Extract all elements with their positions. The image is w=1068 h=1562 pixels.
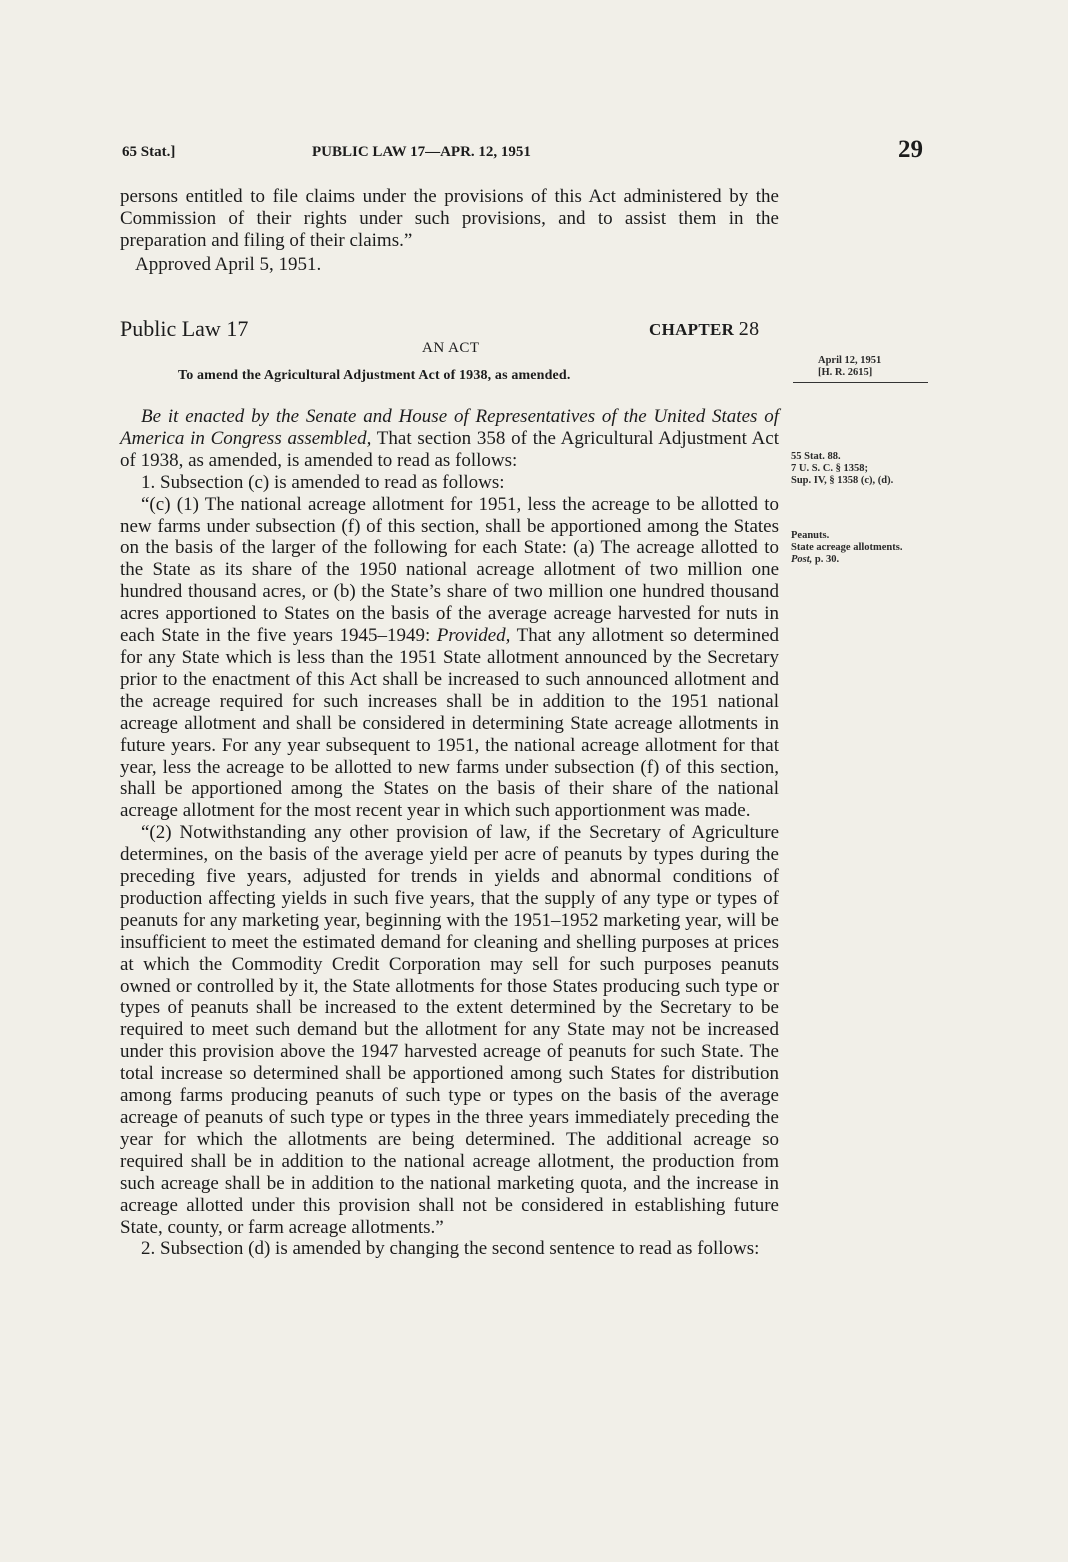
chapter-heading	[649, 318, 759, 341]
margin-date: April 12, 1951	[818, 355, 882, 366]
act-purpose: To amend the Agricultural Adjustment Act of 1938, as amended.	[178, 368, 571, 383]
margin-note-date	[818, 355, 928, 379]
intro-text: persons entitled to file claims under the provisions of this Act administered by the Commission of their rights under such provisions, and to assist them in the preparation and filing of their claims.”	[120, 186, 779, 251]
subsection-c2: “(2) Notwithstanding any other provision of law, if the Secretary of Agriculture determines, on the basis of the average yield per acre of peanuts by types during the preceding five years, adjusted for trends in yields and abnormal conditions of production affecting yields in such five years, that the supply of any type or types of peanuts for any marketing year, beginning with the 1951–1952 marketing year, will be insufficient to meet the estimated demand for cleaning and shelling purposes at prices at which the Commodity Credit Corporation may sell for such purposes peanuts owned or controlled by it, the State allotments for those States producing such type or types of peanuts shall be increased to the extent determined by the Secretary to be required to meet such demand but the allotment for any State may not be increased under this provision above the 1947 harvested acreage of peanuts for such State. The total increase so determined shall be apportioned among such States for distribution among farms producing peanuts of such type or types on the basis of the average acreage of peanuts of such type or types in the three years immediately preceding the year for which the allotments are being determined. The additional acreage so required shall be in addition to the national acreage allotment, the production from such acreage shall be in addition to the national marketing quota, and the increase in acreage allotted under this provision shall not be considered in establishing future State, county, or farm acreage allotments.”	[120, 822, 779, 1238]
margin-topic-1: Peanuts.	[791, 530, 830, 541]
enacting-clause: Be it enacted by the Senate and House of Representatives of the United States of America in Congress assembled,	[120, 406, 779, 449]
subsection-c1	[120, 494, 779, 823]
subsection-c1-part-a: “(c) (1) The national acreage allotment for 1951, less the acreage to be allotted to new farms under subsection (f) of this section, shall be apportioned among the States on the basis of the larger of the following for each State: (a) The acreage allotted to the State as its share of the 1950 national acreage allotment of two million one hundred thousand acres, or (b) the State’s share of two million one hundred thousand acres apportioned to States on the basis of the average acreage harvested for nuts in each State in the five years 1945–1949:	[120, 493, 779, 647]
chapter-number: 28	[738, 318, 760, 340]
chapter-label: CHAPTER	[649, 320, 735, 339]
item-2: 2. Subsection (d) is amended by changing the second sentence to read as follows:	[141, 1238, 760, 1260]
running-head-volume: 65 Stat.]	[122, 144, 176, 160]
act-body	[120, 406, 779, 1260]
enacting-paragraph	[120, 406, 779, 472]
running-head-title: PUBLIC LAW 17—APR. 12, 1951	[312, 144, 531, 160]
an-act-heading: AN ACT	[422, 340, 480, 356]
margin-topic-3	[791, 554, 936, 566]
item-1: 1. Subsection (c) is amended to read as follows:	[141, 471, 505, 493]
law-title: Public Law 17	[120, 316, 249, 341]
margin-cite-2: 7 U. S. C. § 1358;	[791, 463, 869, 474]
margin-topic-page: p. 30.	[814, 554, 840, 565]
margin-bill: [H. R. 2615]	[818, 367, 873, 378]
enacting-rest: That section 358 of the Agricultural Adjustment Act of 1938, as amended, is amended to read as follows:	[120, 427, 779, 471]
margin-note-topic	[791, 530, 936, 566]
subsection-c1-part-b: That any allotment so determined for any State which is less than the 1951 State allotment announced by the Secretary prior to the enactment of this Act shall be increased to such announced allotment and the acreage required for such increases shall be in addition to the 1951 national acreage allotment and shall be considered in determining State acreage allotments in future years. For any year subsequent to 1951, the national acreage allotment for that year, less the acreage to be allotted to new farms under subsection (f) of this section, shall be apportioned among the States on the basis of their share of the national acreage allotment for the most recent year in which such apportionment was made.	[120, 625, 779, 822]
margin-note-citation	[791, 451, 936, 487]
margin-cite-1: 55 Stat. 88.	[791, 451, 841, 462]
provided-word: Provided,	[436, 625, 511, 647]
margin-cite-3: Sup. IV, § 1358 (c), (d).	[791, 475, 894, 486]
margin-rule	[793, 382, 928, 383]
margin-topic-2: State acreage allotments.	[791, 542, 903, 553]
approval-date: Approved April 5, 1951.	[135, 254, 322, 275]
page-number: 29	[898, 136, 923, 163]
intro-paragraph	[120, 186, 779, 252]
margin-topic-post: Post,	[791, 554, 813, 565]
